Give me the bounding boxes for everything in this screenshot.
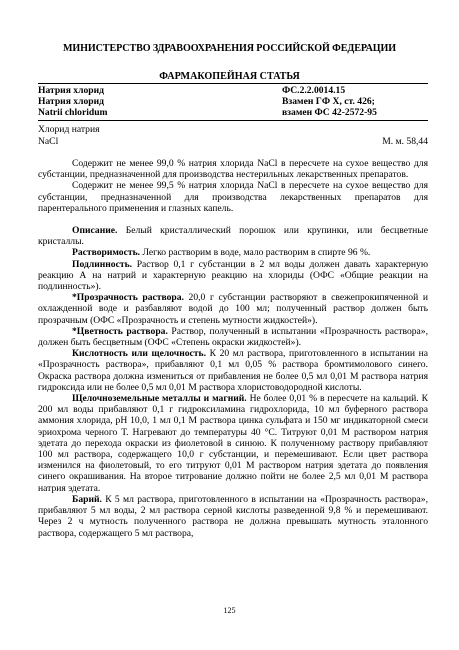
molar-mass: М. м. 58,44 xyxy=(382,136,428,147)
section-barium xyxy=(38,494,428,539)
authenticity-text: Раствор 0,1 г субстанции в 2 мл воды должен давать характерную реакцию А на натрий и характерную реакцию на хлориды (ОФС «Общие реакции на подлинность»). xyxy=(38,258,428,293)
ministry-title: МИНИСТЕРСТВО ЗДРАВООХРАНЕНИЯ РОССИЙСКОЙ ФЕДЕРАЦИИ xyxy=(62,43,397,54)
section-solubility xyxy=(38,247,428,258)
color-heading: *Цветность раствора. xyxy=(72,325,168,337)
article-title: ФАРМАКОПЕЙНАЯ СТАТЬЯ xyxy=(159,71,300,82)
content-paragraph-1: Содержит не менее 99,0 % натрия хлорида NaCl в пересчете на сухое вещество для субстанции, предназначенной для производства нестерильных лекарственных препаратов. xyxy=(38,158,428,181)
transparency-text: 20,0 г субстанции растворяют в свежепрокипяченной и охлажденной воде и разбавляют водой до 100 мл; полученный раствор должен быть прозрачным (ОФС «Прозрачность и степень мутности жидкостей»). xyxy=(38,292,428,326)
transparency-heading: *Прозрачность раствора. xyxy=(72,292,184,304)
header-rule-bottom xyxy=(38,120,428,121)
page-number: 125 xyxy=(223,606,236,615)
content-paragraph-2: Содержит не менее 99,5 % натрия хлорида NaCl в пересчете на сухое вещество для субстанции, предназначенной для производства лекарственных препаратов для парентерального применения и глазных капель. xyxy=(38,180,428,214)
solubility-text: Легко растворим в воде, мало растворим в спирте 96 %. xyxy=(140,247,371,259)
section-authenticity xyxy=(38,259,428,293)
section-color xyxy=(38,326,428,348)
section-transparency xyxy=(38,292,428,326)
monograph-body xyxy=(38,158,428,539)
acidity-text: К 20 мл раствора, приготовленного в испытании на «Прозрачность раствора», прибавляют 0,1 мл 0,05 % раствора бромтимолового синего. Окраска раствора должна измениться от прибавления не более 0,5 мл 0,01 М раствора натрия гидроксида или не более 0,5 мл 0,01 М раствора хлористоводородной кислоты. xyxy=(38,348,428,393)
description-heading: Описание. xyxy=(72,225,118,237)
substance-name: Хлорид натрия xyxy=(38,124,100,135)
authenticity-heading: Подлинность. xyxy=(72,258,133,270)
name-ru-1: Натрия хлорид xyxy=(38,85,104,96)
alkaline-earth-heading: Щелочноземельные металлы и магний. xyxy=(72,393,247,405)
description-text: Белый кристаллический порошок или крупинки, или бесцветные кристаллы. xyxy=(38,225,428,248)
section-description xyxy=(38,225,428,247)
alkaline-earth-text: Не более 0,01 % в пересчете на кальций. К 200 мл воды прибавляют 0,1 г гидроксиламина гидрохлорида, 10 мл буферного раствора аммония хлорида, pH 10,0, 1 мл 0,1 М раствора цинка сульфата и 150 мг индикаторной смеси эриохрома черного Т. Нагревают до температуры 40 °C. Титруют 0,01 М раствором натрия эдетата до перехода окраски из фиолетовой в синюю. К полученному раствору прибавляют 100 мл раствора, содержащего 10,0 г субстанции, и перемешивают. Если цвет раствора изменился на фиолетовый, то его титруют 0,01 М раствором натрия эдетата до появления синего окрашивания. На второе титрование должно пойти не более 2,5 мл 0,01 М раствора натрия эдетата. xyxy=(38,393,429,494)
name-latin: Natrii chloridum xyxy=(38,107,108,118)
replaces-gf: Взамен ГФ X, ст. 426; xyxy=(282,96,375,107)
barium-heading: Барий. xyxy=(72,493,102,505)
substance-formula: NaCl xyxy=(38,136,59,147)
name-ru-2: Натрия хлорид xyxy=(38,96,104,107)
acidity-heading: Кислотность или щелочность. xyxy=(72,348,206,360)
section-alkaline-earth xyxy=(38,393,428,494)
replaces-fs: взамен ФС 42-2572-95 xyxy=(282,107,377,118)
fs-code: ФС.2.2.0014.15 xyxy=(282,85,346,96)
header-rule-top xyxy=(38,83,428,84)
solubility-heading: Растворимость. xyxy=(72,247,141,259)
color-text: Раствор, полученный в испытании «Прозрачность раствора», должен быть бесцветным (ОФС «Степень окраски жидкостей»). xyxy=(38,325,428,349)
section-acidity xyxy=(38,348,428,393)
barium-text: К 5 мл раствора, приготовленного в испытании на «Прозрачность раствора», прибавляют 5 мл воды, 2 мл раствора серной кислоты разведенной 9,8 % и перемешивают. Через 2 ч мутность полученного раствора не должна превышать мутность эталонного раствора, содержащего 5 мл раствора, xyxy=(38,493,428,539)
